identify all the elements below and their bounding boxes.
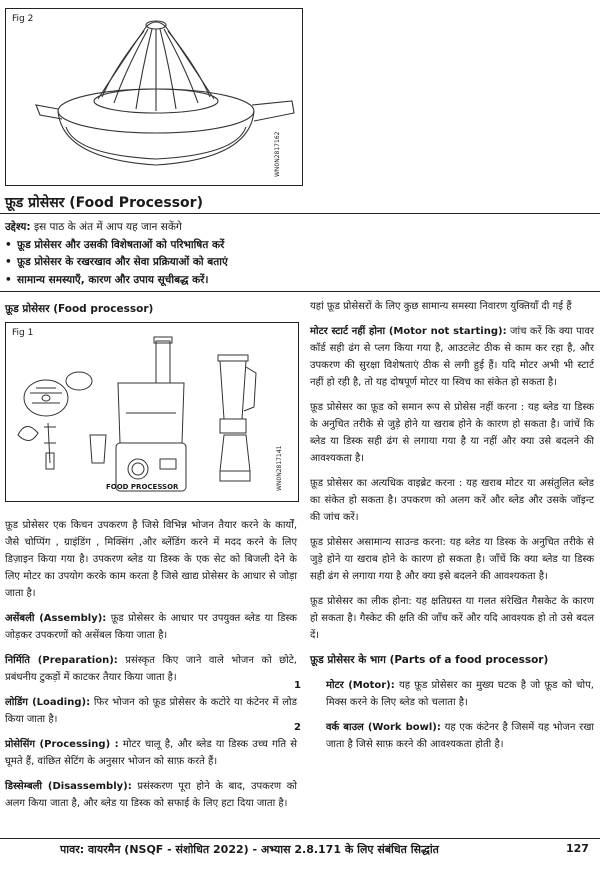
term-text: प्रसंस्करण पूरा होने के बाद, उपकरण को अलग किया जाता है, और ब्लेड या डिस्क को सफाई के लिए हटा दिया जाता है। xyxy=(5,781,297,809)
divider-objectives xyxy=(0,291,600,292)
figure-1-code: WN0N2817141 xyxy=(276,445,283,491)
footer-text: पावर: वायरमैन (NSQF - संशोधित 2022) - अभ्यास 2.8.171 के लिए संबंधित सिद्धांत xyxy=(60,843,439,856)
term-heading: लोडिंग (Loading): xyxy=(5,697,91,708)
part-heading: मोटर (Motor): xyxy=(326,680,395,691)
term-text: फ़ूड प्रोसेसर के आधार पर उपयुक्त ब्लेड या डिस्क जोड़कर उपकरणों को असेंबल किया जाता है। xyxy=(5,613,297,641)
problem-text: जांच करें कि क्या पावर कॉर्ड सही ढंग से प्लग किया गया है, आउटलेट ठीक से काम कर रहा है, और उपकरण की सुरक्षा विशेषताएं ठीक से लगी हुई हैं। यदि मोटर अभी भी स्टार्ट नहीं हो रही है, तो यह दोषपूर्ण मोटर या स्विच का संकेत हो सकता है। xyxy=(310,326,594,388)
part-heading: वर्क बाउल (Work bowl): xyxy=(326,722,441,733)
objectives-list xyxy=(5,237,595,290)
figure-2-label: Fig 2 xyxy=(12,14,34,24)
food-processor-subheading: फ़ूड प्रोसेसर (Food processor) xyxy=(5,303,154,315)
objective-item: • फ़ूड प्रोसेसर के रखरखाव और सेवा प्रक्रियाओं को बताएं xyxy=(5,254,595,272)
problem-heading: मोटर स्टार्ट नहीं होना (Motor not starting): xyxy=(310,326,507,337)
part-text: यह फ़ूड प्रोसेसर का मुख्य घटक है जो फ़ूड को चोप, मिक्स करने के लिए ब्लेड को चलाता है। xyxy=(326,680,594,708)
figure-2-code: WN0N2817162 xyxy=(274,131,281,177)
objective-item: • सामान्य समस्याएँ, कारण और उपाय सूचीबद्ध करें। xyxy=(5,272,595,290)
term-heading: निर्मिति (Preparation): xyxy=(5,655,118,666)
divider-top xyxy=(0,213,600,214)
food-processor-drawing xyxy=(6,323,298,501)
objectives-intro: इस पाठ के अंत में आप यह जान सकेंगे xyxy=(33,221,182,233)
term-heading: प्रोसेसिंग (Processing) : xyxy=(5,739,119,750)
problem-paragraph: फ़ूड प्रोसेसर का अत्यधिक वाइब्रेट करना : यह खराब मोटर या असंतुलित ब्लेड का संकेत हो सकता है। उपकरण को अलग करें और ब्लेड और उसके जॉइन्ट की जांच करें। xyxy=(310,478,594,523)
troubleshooting-intro: यहां फ़ूड प्रोसेसरों के लिए कुछ सामान्य समस्या निवारण युक्तियाँ दी गई हैं xyxy=(310,301,572,312)
term-paragraph xyxy=(5,778,297,812)
part-item xyxy=(294,719,594,753)
term-paragraph xyxy=(5,694,297,728)
problem-paragraph: फ़ूड प्रोसेसर असामान्य साउन्ड करना: यह ब्लेड या डिस्क के अनुचित तरीके से जुड़े होने या खराब होने के कारण हो सकता है। जाँचें कि क्या ब्लेड या डिस्क सही ढंग से लगाया गया है और क्या इसे बदलने की आवश्यकता है। xyxy=(310,537,594,582)
left-column-text xyxy=(5,517,297,820)
intro-paragraph: फ़ूड प्रोसेसर एक किचन उपकरण है जिसे विभिन्न भोजन तैयार करने के कार्यों, जैसे चोप्पिंग , ग्राइंडिंग , मिक्सिंग ,और ब्लेंडिंग करने में मदद करने के लिए डिज़ाइन किया गया है। उपकरण ब्लेड या डिस्क के एक सेट को बिजली देने के लिए मोटर का उपयोग करके काम करता है जिसे खाद्य प्रोसेसर के आधार से जोड़ा जाता है। xyxy=(5,520,297,599)
page-number: 127 xyxy=(566,842,589,855)
objective-item: • फ़ूड प्रोसेसर और उसकी विशेषताओं को परिभाषित करें xyxy=(5,237,595,255)
problem-paragraph xyxy=(310,323,594,391)
part-item xyxy=(294,677,594,711)
objectives-block xyxy=(5,219,595,289)
part-text: यह एक कंटेनर है जिसमें यह भोजन रखा जाता है जिसे साफ़ करने की आवश्यकता होती है। xyxy=(326,722,594,750)
parts-heading: फ़ूड प्रोसेसर के भाग (Parts of a food processor) xyxy=(310,654,549,666)
part-number: 1 xyxy=(294,680,301,691)
term-paragraph xyxy=(5,652,297,686)
figure-1-caption: FOOD PROCESSOR xyxy=(106,483,179,491)
figure-2 xyxy=(5,8,303,186)
problem-paragraph: फ़ूड प्रोसेसर का फ़ूड को समान रूप से प्रोसेस नहीं करना : यह ब्लेड या डिस्क के अनुचित तरीके से जुड़े होने या खराब होने के कारण हो सकता है। जांचें कि ब्लेड या डिस्क सही ढंग से लगाया गया है या नहीं और क्या उसे बदलने की आवश्यकता है। xyxy=(310,402,594,464)
part-number: 2 xyxy=(294,722,301,733)
citrus-press-drawing xyxy=(6,9,302,185)
term-heading: डिस्सेम्बली (Disassembly): xyxy=(5,781,132,792)
problem-paragraph: फ़ूड प्रोसेसर का लीक होना: यह क्षतिग्रस्त या गलत संरेखित गैसकेट के कारण हो सकता है। गैस्केट की क्षति की जाँच करें और यदि आवश्यक हो तो उसे बदल दें। xyxy=(310,596,594,641)
section-title: फ़ूड प्रोसेसर (Food Processor) xyxy=(5,195,203,211)
figure-1 xyxy=(5,322,299,502)
figure-1-label: Fig 1 xyxy=(12,328,34,338)
term-paragraph xyxy=(5,736,297,770)
right-column-text xyxy=(294,298,594,761)
term-text: मोटर चालू है, और ब्लेड या डिस्क उच्च गति से घूमते हैं, वांछित सेटिंग के अनुसार भोजन को साफ़ करते हैं। xyxy=(5,739,298,767)
term-paragraph xyxy=(5,610,297,644)
divider-footer xyxy=(0,838,600,839)
term-text: फिर भोजन को फ़ूड प्रोसेसर के कटोरे या कंटेनर में लोड किया जाता है। xyxy=(5,697,297,725)
term-heading: असेंबली (Assembly): xyxy=(5,613,107,624)
objectives-heading: उद्देश्य: xyxy=(5,221,31,233)
term-text: प्रसंस्कृत किए जाने वाले भोजन को छोटे, प्रबंधनीय टुकड़ों में काटकर तैयार किया जाता है। xyxy=(5,655,297,683)
